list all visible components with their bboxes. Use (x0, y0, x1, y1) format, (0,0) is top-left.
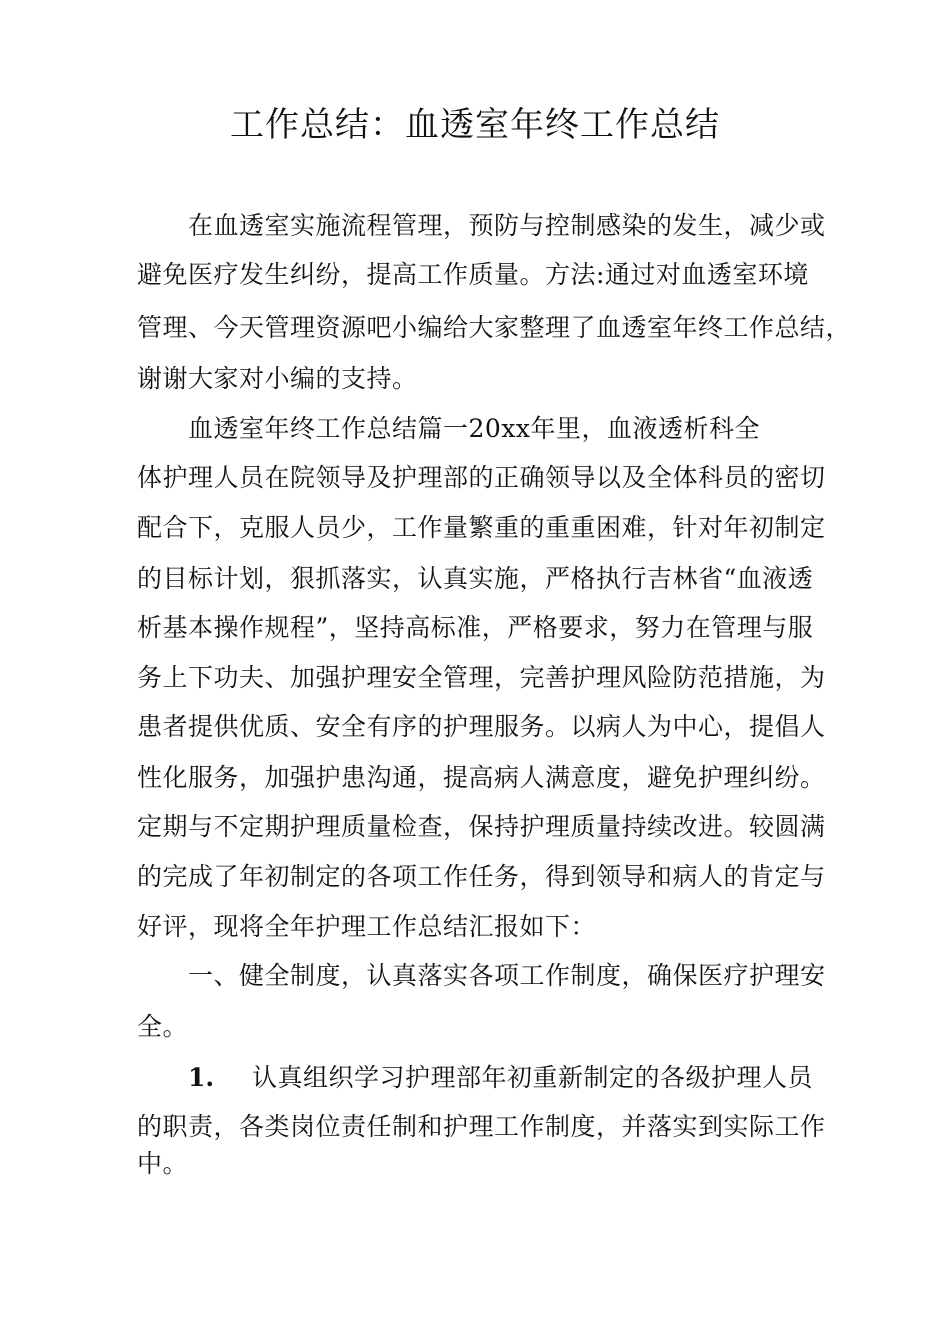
paragraph-line: 中。 (137, 1149, 189, 1178)
paragraph-line: 务上下功夫、加强护理安全管理，完善护理风险防范措施，为 (137, 663, 826, 692)
paragraph-line: 性化服务，加强护患沟通，提高病人满意度，避免护理纠纷。 (137, 763, 826, 792)
paragraph-line: 谢谢大家对小编的支持。 (137, 364, 418, 393)
section-heading-line: 全。 (137, 1012, 189, 1041)
paragraph-line: 血透室年终工作总结篇一20xx年里，血液透析科全 (188, 414, 761, 443)
list-number: 1. (188, 1063, 215, 1092)
paragraph-line: 体护理人员在院领导及护理部的正确领导以及全体科员的密切 (137, 463, 826, 492)
paragraph-line: 的目标计划，狠抓落实，认真实施，严格执行吉林省“血液透 (137, 564, 814, 593)
paragraph-line: 配合下，克服人员少，工作量繁重的重重困难，针对年初制定 (137, 513, 826, 542)
paragraph-line: 的完成了年初制定的各项工作任务，得到领导和病人的肯定与 (137, 862, 826, 891)
paragraph-line: 避免医疗发生纠纷，提高工作质量。方法:通过对血透室环境 (137, 260, 809, 289)
paragraph-line: 管理、今天管理资源吧小编给大家整理了血透室年终工作总结， (137, 313, 852, 342)
document-title: 工作总结：血透室年终工作总结 (230, 105, 720, 145)
paragraph-line: 的职责，各类岗位责任制和护理工作制度，并落实到实际工作 (137, 1112, 826, 1141)
paragraph-line: 患者提供优质、安全有序的护理服务。以病人为中心，提倡人 (137, 712, 826, 741)
paragraph-line: 认真组织学习护理部年初重新制定的各级护理人员 (252, 1063, 814, 1092)
paragraph-line: 好评，现将全年护理工作总结汇报如下： (137, 912, 597, 941)
paragraph-line: 在血透室实施流程管理，预防与控制感染的发生，减少或 (188, 211, 826, 240)
paragraph-line: 析基本操作规程”，坚持高标准，严格要求，努力在管理与服 (137, 613, 814, 642)
section-heading-line: 一、健全制度，认真落实各项工作制度，确保医疗护理安 (188, 961, 826, 990)
paragraph-line: 定期与不定期护理质量检查，保持护理质量持续改进。较圆满 (137, 812, 826, 841)
